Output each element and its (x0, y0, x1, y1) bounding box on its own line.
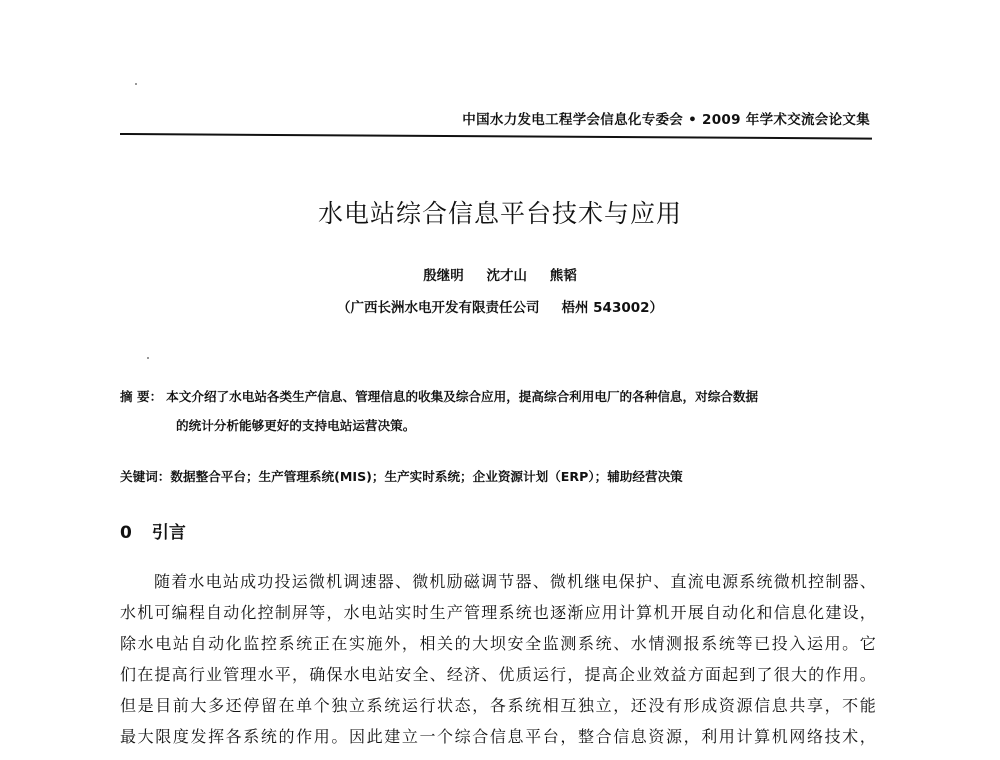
body-line: 随着水电站成功投运微机调速器、微机励磁调节器、微机继电保护、直流电源系统微机控制器、 (154, 572, 876, 591)
scan-speck (147, 357, 149, 359)
paper-title: 水电站综合信息平台技术与应用 (317, 199, 682, 228)
body-paragraph (120, 566, 876, 752)
author-name: 殷继明 (423, 268, 464, 284)
affiliation-zip: 梧州 543002） (561, 300, 664, 316)
author-name: 熊韬 (549, 268, 577, 284)
keywords-label: 关键词： (120, 469, 171, 484)
scan-speck (135, 83, 137, 85)
affiliation-org: （广西长洲水电开发有限责任公司 (336, 300, 540, 316)
author-list (0, 264, 1000, 284)
abstract-label: 摘 要： (120, 389, 163, 404)
keywords (120, 466, 880, 485)
affiliation (0, 296, 1000, 316)
abstract-line-2: 的统计分析能够更好的支持电站运营决策。 (176, 418, 416, 433)
body-line: 最大限度发挥各系统的作用。因此建立一个综合信息平台，整合信息资源，利用计算机网络技术， (120, 727, 876, 746)
abstract-line-1: 本文介绍了水电站各类生产信息、管理信息的收集及综合应用，提高综合利用电厂的各种信息，对综合数据 (166, 389, 759, 404)
abstract (120, 382, 880, 440)
section-number: 0 (120, 523, 132, 543)
keywords-text: 数据整合平台；生产管理系统(MIS)；生产实时系统；企业资源计划（ERP）；辅助经营决策 (170, 469, 683, 484)
running-header: 中国水力发电工程学会信息化专委会 • 2009 年学术交流会论文集 (462, 112, 870, 128)
body-line: 除水电站自动化监控系统正在实施外，相关的大坝安全监测系统、水情测报系统等已投入运用。它 (120, 634, 876, 653)
body-line: 水机可编程自动化控制屏等，水电站实时生产管理系统也逐渐应用计算机开展自动化和信息化建设， (120, 603, 876, 622)
section-heading (120, 518, 186, 543)
body-line: 们在提高行业管理水平，确保水电站安全、经济、优质运行，提高企业效益方面起到了很大的作用。 (120, 665, 876, 684)
header-rule (120, 133, 872, 140)
body-line: 但是目前大多还停留在单个独立系统运行状态，各系统相互独立，还没有形成资源信息共享，不能 (120, 696, 876, 715)
section-title: 引言 (151, 523, 186, 543)
author-name: 沈才山 (486, 268, 527, 284)
